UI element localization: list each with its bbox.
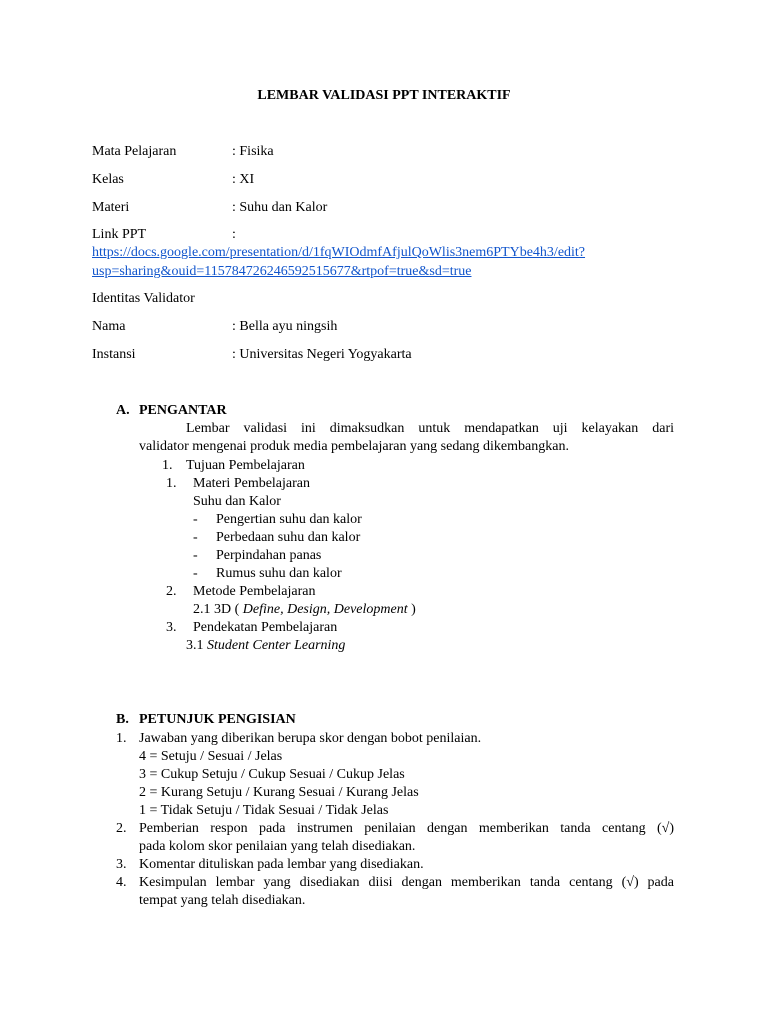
- materi-sub: Suhu dan Kalor: [193, 494, 281, 509]
- section-a-heading: PENGANTAR: [139, 403, 227, 418]
- mapel-value: : Fisika: [232, 144, 274, 159]
- metode-sub-prefix: 2.1 3D (: [193, 602, 243, 617]
- score-line: 1 = Tidak Setuju / Tidak Sesuai / Tidak Jelas: [139, 803, 389, 818]
- document-title: LEMBAR VALIDASI PPT INTERAKTIF: [257, 88, 511, 103]
- materi-bullet: Pengertian suhu dan kalor: [216, 512, 362, 527]
- kelas-label: Kelas: [92, 172, 124, 187]
- kelas-value: : XI: [232, 172, 255, 187]
- petunjuk-item-marker: 1.: [116, 731, 127, 746]
- ppt-link-line1[interactable]: https://docs.google.com/presentation/d/1fqWIOdmfAfjulQoWlis3nem6PTYbe4h3/edit?: [92, 245, 586, 260]
- metode-sub-suffix: ): [407, 602, 416, 617]
- tujuan-marker: 1.: [162, 458, 173, 473]
- materi-heading: Materi Pembelajaran: [193, 476, 311, 491]
- materi-value: : Suhu dan Kalor: [232, 200, 328, 215]
- instansi-value: : Universitas Negeri Yogyakarta: [232, 347, 412, 362]
- pendekatan-sub-prefix: 3.1: [186, 638, 207, 653]
- pendekatan-sub: [186, 638, 345, 654]
- bullet-marker: -: [193, 548, 198, 563]
- section-b-marker: B.: [116, 712, 129, 727]
- petunjuk-item: Pemberian respon pada instrumen penilaian dengan memberikan tanda centang (√): [139, 821, 674, 836]
- pendekatan-heading: Pendekatan Pembelajaran: [193, 620, 338, 635]
- pendekatan-sub-italic: Student Center Learning: [207, 638, 346, 653]
- materi-bullet: Rumus suhu dan kalor: [216, 566, 342, 581]
- score-line: 3 = Cukup Setuju / Cukup Sesuai / Cukup Jelas: [139, 767, 405, 782]
- nama-label: Nama: [92, 319, 126, 334]
- bullet-marker: -: [193, 530, 198, 545]
- petunjuk-item: Kesimpulan lembar yang disediakan diisi dengan memberikan tanda centang (√) pada: [139, 875, 674, 890]
- metode-marker: 2.: [166, 584, 177, 599]
- petunjuk-item: Jawaban yang diberikan berupa skor dengan bobot penilaian.: [139, 731, 482, 746]
- link-label: Link PPT: [92, 227, 147, 242]
- petunjuk-item-marker: 4.: [116, 875, 127, 890]
- metode-sub-italic: Define, Design, Development: [242, 602, 408, 617]
- petunjuk-item-marker: 3.: [116, 857, 127, 872]
- petunjuk-item-marker: 2.: [116, 821, 127, 836]
- petunjuk-item: Komentar dituliskan pada lembar yang disediakan.: [139, 857, 424, 872]
- instansi-label: Instansi: [92, 347, 136, 362]
- pendekatan-marker: 3.: [166, 620, 177, 635]
- pengantar-paragraph-line1: Lembar validasi ini dimaksudkan untuk mendapatkan uji kelayakan dari: [186, 421, 674, 436]
- score-line: 2 = Kurang Setuju / Kurang Sesuai / Kurang Jelas: [139, 785, 419, 800]
- materi-bullet: Perbedaan suhu dan kalor: [216, 530, 361, 545]
- identitas-label: Identitas Validator: [92, 291, 195, 306]
- link-colon: :: [232, 227, 236, 242]
- pengantar-paragraph-line2: validator mengenai produk media pembelajaran yang sedang dikembangkan.: [139, 439, 569, 454]
- bullet-marker: -: [193, 512, 198, 527]
- bullet-marker: -: [193, 566, 198, 581]
- score-line: 4 = Setuju / Sesuai / Jelas: [139, 749, 283, 764]
- mapel-label: Mata Pelajaran: [92, 144, 177, 159]
- tujuan-heading: Tujuan Pembelajaran: [186, 458, 305, 473]
- section-b-heading: PETUNJUK PENGISIAN: [139, 712, 296, 727]
- metode-heading: Metode Pembelajaran: [193, 584, 316, 599]
- metode-sub: [193, 602, 416, 618]
- petunjuk-item-cont: tempat yang telah disediakan.: [139, 893, 306, 908]
- materi-label: Materi: [92, 200, 130, 215]
- nama-value: : Bella ayu ningsih: [232, 319, 338, 334]
- materi-marker: 1.: [166, 476, 177, 491]
- materi-bullet: Perpindahan panas: [216, 548, 322, 563]
- ppt-link-line2[interactable]: usp=sharing&ouid=115784726246592515677&rtpof=true&sd=true: [92, 264, 472, 279]
- section-a-marker: A.: [116, 403, 130, 418]
- petunjuk-item-cont: pada kolom skor penilaian yang telah disediakan.: [139, 839, 416, 854]
